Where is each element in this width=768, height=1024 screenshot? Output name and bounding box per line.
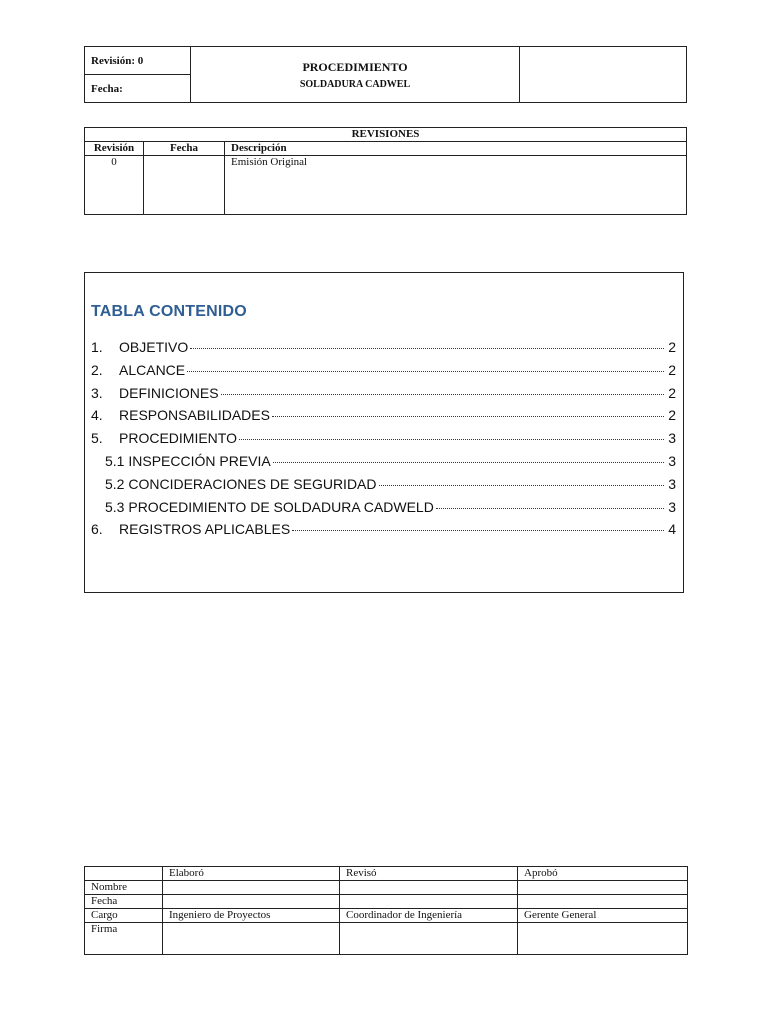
toc-item-number: 6.: [91, 521, 103, 538]
toc-item-page: 2: [668, 384, 676, 401]
date-label: Fecha:: [85, 75, 191, 103]
row-label-nombre: Nombre: [85, 881, 163, 895]
firma-elaboro: [163, 923, 340, 955]
cargo-elaboro: Ingeniero de Proyectos: [163, 909, 340, 923]
toc-item-label: 5.1 INSPECCIÓN PREVIA: [105, 452, 271, 469]
table-row: [85, 923, 688, 955]
col-reviso: Revisó: [340, 867, 518, 881]
header-table: [84, 46, 687, 103]
toc-item-label: PROCEDIMIENTO: [119, 430, 237, 447]
logo-cell: [520, 47, 687, 103]
toc-item-number: 5.: [91, 430, 103, 447]
row-label-cargo: Cargo: [85, 909, 163, 923]
nombre-elaboro: [163, 881, 340, 895]
toc-item-page: 2: [668, 361, 676, 378]
signature-corner-cell: [85, 867, 163, 881]
toc-item-number: 4.: [91, 407, 103, 424]
firma-aprobo: [518, 923, 688, 955]
description-value: Emisión Original: [225, 156, 687, 215]
document-title-cell: [191, 47, 520, 103]
col-aprobo: Aprobó: [518, 867, 688, 881]
toc-item-objetivo[interactable]: [91, 339, 676, 362]
toc-item-alcance[interactable]: [91, 362, 676, 385]
nombre-reviso: [340, 881, 518, 895]
fecha-aprobo: [518, 895, 688, 909]
date-value: [144, 156, 225, 215]
col-revision: Revisión: [85, 142, 144, 156]
toc-item-definiciones[interactable]: [91, 385, 676, 408]
revisions-table: [84, 127, 687, 215]
toc-leader: [292, 529, 664, 531]
cargo-aprobo: Gerente General: [518, 909, 688, 923]
fecha-reviso: [340, 895, 518, 909]
revisions-title: REVISIONES: [85, 128, 687, 142]
table-of-contents: [84, 272, 684, 593]
toc-item-consideraciones-seguridad[interactable]: [91, 476, 676, 499]
col-description: Descripción: [225, 142, 687, 156]
signature-header-row: [85, 867, 688, 881]
toc-leader: [190, 347, 664, 349]
col-elaboro: Elaboró: [163, 867, 340, 881]
toc-leader: [273, 461, 664, 463]
firma-reviso: [340, 923, 518, 955]
toc-leader: [379, 484, 665, 486]
signature-table: [84, 866, 688, 955]
toc-heading: TABLA CONTENIDO: [91, 303, 247, 320]
revision-label: Revisión: 0: [85, 47, 191, 75]
toc-leader: [272, 415, 664, 417]
toc-leader: [221, 393, 664, 395]
toc-leader: [187, 370, 664, 372]
col-date: Fecha: [144, 142, 225, 156]
table-row: [85, 895, 688, 909]
revision-value: 0: [85, 156, 144, 215]
fecha-elaboro: [163, 895, 340, 909]
toc-item-page: 2: [668, 407, 676, 424]
table-row: [85, 881, 688, 895]
row-label-firma: Firma: [85, 923, 163, 955]
toc-item-page: 2: [668, 339, 676, 355]
document-title: PROCEDIMIENTO: [302, 59, 408, 74]
toc-list: [91, 339, 676, 544]
toc-item-label: ALCANCE: [119, 361, 186, 378]
toc-item-label: 5.2 CONCIDERACIONES DE SEGURIDAD: [105, 475, 377, 492]
toc-item-label: RESPONSABILIDADES: [119, 407, 270, 424]
table-row: [85, 156, 687, 215]
toc-item-registros-aplicables[interactable]: [91, 521, 676, 544]
toc-item-inspeccion-previa[interactable]: [91, 453, 676, 476]
toc-item-page: 3: [668, 452, 676, 469]
toc-item-label: REGISTROS APLICABLES: [119, 521, 291, 538]
toc-item-label: 5.3 PROCEDIMIENTO DE SOLDADURA CADWELD: [105, 498, 434, 515]
toc-item-procedimiento-soldadura[interactable]: [91, 499, 676, 522]
toc-item-label: DEFINICIONES: [119, 384, 219, 401]
toc-item-procedimiento[interactable]: [91, 430, 676, 453]
toc-item-number: 2.: [91, 361, 103, 378]
toc-item-number: 3.: [91, 384, 103, 401]
toc-leader: [239, 438, 664, 440]
toc-leader: [436, 507, 664, 509]
nombre-aprobo: [518, 881, 688, 895]
toc-item-number: 1.: [91, 339, 103, 355]
toc-item-page: 3: [668, 430, 676, 447]
toc-item-responsabilidades[interactable]: [91, 407, 676, 430]
cargo-reviso: Coordinador de Ingeniería: [340, 909, 518, 923]
row-label-fecha: Fecha: [85, 895, 163, 909]
toc-item-page: 4: [668, 521, 676, 538]
toc-item-page: 3: [668, 475, 676, 492]
toc-item-page: 3: [668, 498, 676, 515]
table-row: [85, 909, 688, 923]
document-subtitle: SOLDADURA CADWEL: [299, 78, 411, 90]
revisions-header-row: [85, 142, 687, 156]
toc-item-label: OBJETIVO: [119, 339, 189, 355]
